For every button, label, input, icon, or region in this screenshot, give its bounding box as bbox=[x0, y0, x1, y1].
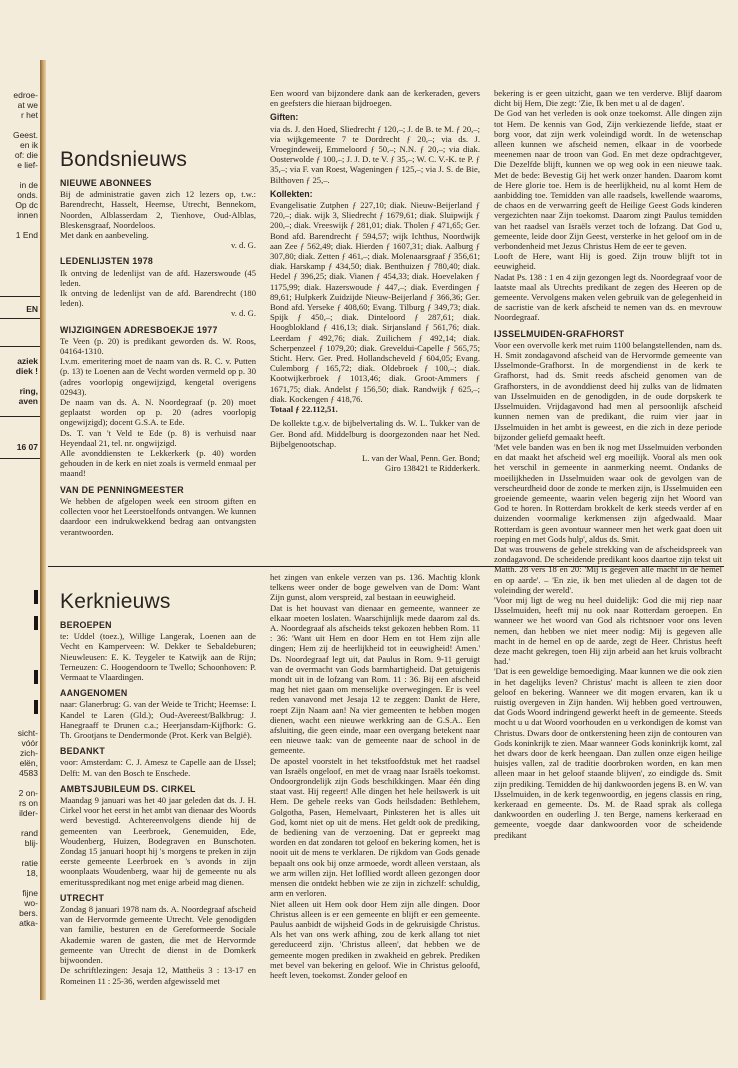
strip-line: diek ! bbox=[15, 366, 38, 376]
gifts-closing: De kollekte t.g.v. de bijbelvertaling ds. W. L. Tukker van de Ger. Bond afd. Middelburg is doorgezonden naar het Ned. Bijbelgenootschap. bbox=[270, 418, 480, 449]
strip-label-6-07: 16 07 bbox=[16, 442, 38, 452]
strip-line: blij- bbox=[24, 838, 38, 848]
section-heading: AMBTSJUBILEUM DS. CIRKEL bbox=[60, 783, 196, 794]
strip-black-mark bbox=[34, 670, 38, 684]
strip-line: zich- bbox=[20, 748, 38, 758]
treasurer-giro: Giro 138421 te Ridderkerk. bbox=[385, 463, 480, 474]
strip-rule bbox=[0, 458, 40, 459]
section-heading: LEDENLIJSTEN 1978 bbox=[60, 256, 154, 267]
paragraph: Looft de Here, want Hij is goed. Zijn trouw blijft tot in eeuwigheid. bbox=[494, 251, 722, 272]
section-divider bbox=[48, 566, 724, 567]
strip-black-mark bbox=[34, 616, 38, 630]
paragraph: 'Voor mij ligt de weg nu heel duidelijk: God die mij riep naar IJsselmuiden, heeft mij nu ook naar Rotterdam geroepen. En wanneer we het woord van God als richtsnoer voor ons leven nemen, dan hebben we niet meer nodig: Mij is gegeven alle macht in de hemel en op de aarde, zegt de Heer. Christus heeft deze macht gekregen, toen Hij zijn arbeid aan het kruis volbracht had.' bbox=[494, 594, 722, 667]
section-signature: v. d. G. bbox=[231, 308, 256, 319]
paragraph: het zingen van enkele verzen van ps. 136. Machtig klonk telkens weer onder de boge gewelven van de Dom: Want Zijn gunst, alom verspreid, zal bestaan in eeuwigheid. bbox=[270, 572, 480, 603]
section-signature: v. d. G. bbox=[231, 240, 256, 251]
paragraph: 'Met vele banden was en ben ik nog met IJsselmuiden verbonden en dat maakt het afscheid wel erg moeilijk. Vooral als men ook het verschil in gemeente in aanmerking neemt. Ondanks de moeilijkheden in IJsselmuiden waar ook de gevolgen van de verscheurdheid door de zonde te merken zijn, is IJsselmuiden een groeiende gemeente, waarin velen begerig zijn het Woord van God te horen. In Rotterdam brokkelt de kerk steeds verder af en duizenden voormalige kerkmensen zijn afgedwaald. Maar Rotterdam is geen avontuur wanneer men het werk gaat doen uit roeping en met Gods hulp', aldus ds. Smit. bbox=[494, 441, 722, 544]
kerknieuws-column bbox=[60, 590, 256, 988]
strip-line: elën, bbox=[19, 758, 38, 768]
section-heading: NIEUWE ABONNEES bbox=[60, 178, 152, 188]
strip-line: innen bbox=[17, 210, 38, 220]
adjacent-page-strip bbox=[0, 60, 40, 1000]
strip-line: atka- bbox=[19, 918, 38, 928]
section-text: te: Uddel (toez.), Willige Langerak, Loenen aan de Vecht en Kamperveen: W. Dekker te Sebaldeburen; Nieuwleusen: E. K. Teygeler te Katwijk aan de Rijn; Terneuzen: C. Hoogendoorn te Twello; Schoonhoven: P. Vermaat te Vlaardingen. bbox=[60, 631, 256, 683]
paragraph: De apostel voorstelt in het tekstfoofdstuk met het raadsel van Israëls ongeloof, en met de vraag naar Israëls toekomst. Ondoorgrondelijk zijn Gods beschikkingen. Maar één ding staat vast. Hij regeert! Alle dingen het hele heilswerk is uit Hem. De gehele reeks van Gods heilsdaden: Bethlehem, Golgotha, Pasen, Hemelvaart, Pinksteren het is alles uit God, komt niet op uit de mens. Het geldt ook de prediking, de bediening van de verzoening. Dat er gepreekt mag worden en dat zondaren tot geloof en bekering komen, het is nooit uit de mens te verklaren. De rijkdom van Gods genade bepaalt ons ook bij onze armoede, wordt alleen verstaan, als we arm willen zijn. Het lofllied wordt alleen gezongen door mensen die ontdekt hebben wie ze zijn in zichzelf: schuldig, arm en verloren. bbox=[270, 755, 480, 899]
strip-line: ring, bbox=[19, 386, 38, 396]
bondsnieuws-column bbox=[60, 148, 256, 537]
section-heading: WIJZIGINGEN ADRESBOEKJE 1977 bbox=[60, 324, 218, 335]
strip-rule bbox=[0, 318, 40, 319]
strip-label-en: EN bbox=[26, 304, 38, 314]
strip-rule bbox=[0, 346, 40, 347]
paragraph: Nadat Ps. 138 : 1 en 4 zijn gezongen legt ds. Noordegraaf voor de laatste maal als Utrechts predikant de zegen des Heeren op de gemeente. Vervolgens maken velen gebruik van de gelegenheid in de sacristie van de kerk afscheid te nemen van ds. en mevrouw Noordegraaf. bbox=[494, 271, 722, 323]
strip-line: fijne bbox=[22, 888, 38, 898]
section-text: naar: Glanerbrug: G. van der Weide te Tricht; Heemse: I. Kandel te Laren (Gld.); Oud-Avereest/Balkbrug: J. Hanegraaff te Drunen c.a.; Heerjansdam-Kijfhork: G. Th. Grootjans te Dendermonde (Prot. Kerk van België). bbox=[60, 699, 256, 741]
paragraph: 'Dat is een geweldige bemoediging. Maar kunnen we die ook zien in het dagelijks leven? Christus' macht is alleen te zien door geloof en bekering. Wanneer we dit mogen ervaren, kan ik u ruistig overgeven in Zijn handen. Wij hebben goed vertrouwen, dat Gods Woord indringend gewerkt heeft in de gemeente. Steeds mocht u u dat Woord voorhouden en u verkondigen de komst van Christus. Dwars door de ontkerstening heen zijn de contouren van Gods koninkrijk te zien. Maar wanneer Gods koninkrijk komt, zal het dwars door de kerk heengaan. Dan zullen onze eigen heilige huisjes vallen, zal de traditie doorbroken worden, en kan men alleen maar in het geloof staande blijven', zo eindigde ds. Smit zijn prediking. Temidden de hij dankwoorden jegens B. en W. van IJsselmuiden, in de kerk tegenwoordig, en jegens classis en ring, kerkeraad en gemeente. Ds. M. de Raad sprak als collega dankwoorden en ouderling J. ten Berge, namens kerkeraad en gemeente, voegde daar dankwoorden voor de scheidende predikant bbox=[494, 666, 722, 840]
ijsselmuiden-article bbox=[494, 340, 722, 840]
treasurer-signature: L. van der Waal, Penn. Ger. Bond; bbox=[361, 452, 480, 463]
strip-line: onds. bbox=[17, 190, 38, 200]
paragraph: Dat is het houvast van dienaar en gemeente, wanneer ze elkaar moeten loslaten. Waarschijnlijk mede daarom zal ds. A. Noordegraaf als afscheids tekst gekozen hebben Rom. 11 : 36: 'Want uit Hem en door Hem en tot Hem zijn alle dingen; Hem zij de heerlijkheid tot in eeuwigheid! Amen.' Ds. Noordegraaf legt uit, dat Paulus in Rom. 9-11 geruigt van de overmacht van Gods barmhartigheid. Dat getuigenis mondt uit in de lofzang van Rom. 11 : 36. Bij een afscheid mag het niet gaan om menselijke overwegingen. Er is veel reden vanavond met Jesaja 12 te zeggen: Dankt de Here, roept Zijn Naam aan! Na vier gemeenten te hebben mogen dienen, wacht een nieuwe werkkring aan de G.S.A.. Een afsluiting, die geen einde, maar een overgang betekent naar een nieuwe taak: van de gemeente naar de school in de gemeente. bbox=[270, 602, 480, 756]
strip-line bbox=[16, 376, 38, 386]
section-text: Bij de administratie gaven zich 12 lezers op, t.w.: Barendrecht, Hasselt, Heemse, Utrecht, Bennekom, Noorden, Alblasserdam 2, Tienhove, Oud-Alblas, Bleskensgraaf, Noordeloos. Met dank en aanbeveling. bbox=[60, 189, 256, 241]
strip-black-mark bbox=[34, 700, 38, 714]
paragraph: Niet alleen uit Hem ook door Hem zijn alle dingen. Door Christus alleen is er een gemeente en blijft er een gemeente. Paulus aanbidt de wijsheid Gods in de gekruisigde Christus. Als het van ons werk afhing, zou de kerk allang tot niet gereduceerd zijn. 'Christus alleen', dat hebben we de gemeente mogen prediken in zwakheid en gebrek. Prediken met bevel van bekering en geloof. Wie in Christus geloofd, heeft leven, toekomst. Zonder geloof en bbox=[270, 898, 480, 980]
strip-line bbox=[18, 848, 38, 858]
gifts-column bbox=[270, 88, 480, 477]
strip-line: 18, bbox=[26, 868, 38, 878]
section-heading: VAN DE PENNINGMEESTER bbox=[60, 484, 184, 495]
section-heading: AANGENOMEN bbox=[60, 688, 128, 699]
kerknieuws-sections bbox=[60, 620, 256, 986]
strip-line bbox=[18, 878, 38, 888]
paragraph: Dat was trouwens de gehele strekking van de afscheidspreek van zondagavond. De scheidende predikant koos daartoe zijn tekst uit Matth. 28 vers 18 en 20: 'Mij is gegeven alle macht in de hemel en op aarde'. – 'En zie, ik ben met ulieden al de dagen tot de voleinding der wereld'. bbox=[494, 543, 722, 595]
kerknieuws-title: Kerknieuws bbox=[60, 590, 171, 613]
strip-line: vóór bbox=[21, 738, 38, 748]
strip-line: Geest. bbox=[12, 130, 38, 140]
section-heading: BEROEPEN bbox=[60, 620, 112, 630]
gifts-total: Totaal ƒ 22.112,51. bbox=[270, 404, 338, 415]
strip-mid-block bbox=[16, 356, 38, 406]
utrecht-sermon-text bbox=[270, 572, 480, 980]
strip-line: of: die bbox=[14, 150, 38, 160]
section-heading: BEDANKT bbox=[60, 746, 106, 757]
strip-line bbox=[13, 170, 38, 180]
strip-bottom-block bbox=[18, 728, 38, 928]
section-text: Zondag 8 januari 1978 nam ds. A. Noordegraaf afscheid van de Hervormde gemeente Utrecht. Vele genodigden van familie, besturen en de Gereformeerde Sociale Akademie waren de gasten, die met de Hervormde gemeente van Utrecht de dienst in de Domkerk bijwoonden. De schriftlezingen: Jesaja 12, Mattheüs 3 : 13-17 en Romeinen 11 : 25-36, werden afgewisseld met bbox=[60, 904, 256, 986]
strip-line: r het bbox=[20, 110, 38, 120]
strip-line: edroe- bbox=[13, 90, 38, 100]
strip-line: 2 on- bbox=[18, 788, 38, 798]
strip-line: 4583 bbox=[19, 768, 38, 778]
strip-line: aziek bbox=[17, 356, 38, 366]
right-column bbox=[494, 88, 722, 840]
utrecht-sermon-column bbox=[270, 572, 480, 980]
strip-rule bbox=[0, 416, 40, 417]
strip-line: Op dc bbox=[15, 200, 38, 210]
gifts-intro: Een woord van bijzondere dank aan de kerkeraden, gevers en geefsters die hieraan bijdroegen. bbox=[270, 88, 480, 109]
strip-line: in de bbox=[19, 180, 38, 190]
paragraph: De God van het verleden is ook onze toekomst. Alle dingen zijn tot Hem. De kennis van God, Zijn verkiezende liefde, staat er borg voor, dat zijn werk voleindigd wordt. In de wetenschap alleen kunnen we afscheid nemen, elkaar in de voorbede meenemen naar de troon van God. En met deze opdrachtgever, Die Dezelfde blijft, kunnen we op weg ook in een nieuwe taak. Met de bede: Bevestig Gij het werk onzer handen. Daarom komt de Here glorie toe. Hem is de heerlijkheid, nu al komt Hem de aanbidding toe. Temidden van alle raadsels, kwellende waaroms, de chaos en de verwarring geeft de Heilige Geest Gods kinderen vergezichten naar Zijn toekomst. Daarom zingt Paulus temidden van het raadsel van Israëls verzet toch de lofzang. Dat God u, gemeente, leide door Zijn Geest, versterke in het geloof om in de verbondenheid met Jezus Christus Hem de eer te geven. bbox=[494, 108, 722, 252]
paragraph: Voor een overvolle kerk met ruim 1100 belangstellenden, nam ds. H. Smit zondagavond afscheid van de Hervormde gemeente van IJsselmonde-Grafhorst. In de morgendienst in de kerk te Grafhorst, had ds. Smit reeds afscheid genomen van de Grafhorsters, in de avonddienst deed hij zulks van de lidmaten van IJsselmuiden en de genodigden, in de oude dorpskerk te IJsselmuiden. Vrijdagavond had men al persoonlijk afscheid kunnen nemen van de predikant, die ruim vier jaar in IJsselmuiden in het ambt is geweest, en die zich in deze periode bijzonder geliefd gemaakt heeft. bbox=[494, 339, 722, 442]
strip-top-block bbox=[13, 90, 38, 240]
strip-line: 1 End bbox=[15, 230, 38, 240]
strip-line bbox=[13, 120, 38, 130]
section-heading: UTRECHT bbox=[60, 892, 105, 903]
strip-rule bbox=[0, 296, 40, 297]
strip-line: e lief- bbox=[17, 160, 38, 170]
strip-line: at we bbox=[17, 100, 38, 110]
strip-line bbox=[13, 220, 38, 230]
strip-line: wo- bbox=[24, 898, 38, 908]
section-text: Ik ontving de ledenlijst van de afd. Hazerswoude (45 leden. Ik ontving de ledenlijst van de afd. Barendrecht (180 leden). bbox=[60, 267, 256, 309]
strip-line: aven bbox=[18, 396, 38, 406]
paragraph: bekering is er geen uitzicht, gaan we ten verderve. Blijf daarom dicht bij Hem, Die zegt: 'Zie, Ik ben met u al de dagen'. bbox=[494, 88, 722, 109]
strip-line: rs on bbox=[19, 798, 38, 808]
strip-line bbox=[18, 778, 38, 788]
strip-line bbox=[18, 818, 38, 828]
section-text: Maandag 9 januari was het 40 jaar geleden dat ds. J. H. Cirkel voor het eerst in het ambt van dienaar des Woords werd bevestigd. Achtereenvolgens diende hij de gemeenten van Leerbroek, Genemuiden, Ede, Woudenberg, Huizen, Bodegraven en Bunschoten. Zondag 15 januari hoopt hij 's morgens te preken in zijn eerste gemeente Leerbroek en 's avonds in zijn woonplaats Woudenberg, waar hij de gemeente nu als emeritusspredikant nog met enige arbeid mag dienen. bbox=[60, 795, 256, 887]
strip-line: en ik bbox=[20, 140, 38, 150]
page-fold-edge bbox=[40, 60, 46, 1000]
bondsnieuws-sections bbox=[60, 178, 256, 537]
bondsnieuws-title: Bondsnieuws bbox=[60, 148, 188, 171]
giften-text: via ds. J. den Hoed, Sliedrecht ƒ 120,–; J. de B. te M. ƒ 20,–; via wijkgemeente 7 te Dordrecht ƒ 20,–; via ds. J. Vroegindeweij, Emmeloord ƒ 50,–; N.N. ƒ 20,–; via diak. Oosterwolde ƒ 100,–; J. J. D. te V. ƒ 35,–; W. C. V.-K. te P. ƒ 35,–; via F. van Roest, Wageningen ƒ 125,–; via J. S. de Bie, Bilthoven ƒ 25,–. bbox=[270, 123, 480, 185]
section-text: voor: Amsterdam: C. J. Amesz te Capelle aan de IJssel; Delft: M. van den Bosch te Enschede. bbox=[60, 757, 256, 778]
section-text: We hebben de afgelopen week een stroom giften en collecten voor het Leerstoelfonds ontvangen. We kunnen daardoor een indrukwekkend bedrag aan ontvangsten verantwoorden. bbox=[60, 495, 256, 537]
strip-line: bers. bbox=[19, 908, 38, 918]
kollekten-text: Evangelisatie Zutphen ƒ 227,10; diak. Nieuw-Beijerland ƒ 720,–; diak. wijk 3, Sliedrecht ƒ 1679,61; diak. Sluipwijk ƒ 200,–; diak. Vreeswijk ƒ 281,01; diak. Tholen ƒ 471,65; Ger. Bond afd. Barendrecht ƒ 594,57; wijk Ichthus, Noordwijk aan Zee ƒ 562,49; diak. Hierden ƒ 1607,31; diak. Aalburg ƒ 307,80; diak. Zetten ƒ 461,–; diak. Molenaarsgraaf ƒ 356,61; diak. Harskamp ƒ 434,50; diak. Benthuizen ƒ 780,40; diak. Hedel ƒ 396,25; diak. Vianen ƒ 454,33; diak. Hoevelaken ƒ 1175,99; diak. Hazerswoude ƒ 447,–; diak. Everdingen ƒ 89,61; Hulpkerk Zuidzijde Nieuw-Beijerland ƒ 366,36; Ger. Bond afd. Yerseke ƒ 408,60; Evang. Tilburg ƒ 349,73; diak. Spijk ƒ 450,–; diak. Dinteloord ƒ 287,61; diak. Hoogblokland ƒ 416,13; diak. Sirjansland ƒ 561,76; diak. Leerdam ƒ 492,76; diak. Zuilichem ƒ 492,14; diak. Scherpenzeel ƒ 1079,20; diak. Greveldui-Capelle ƒ 565,75; Sticht. Herv. Ger. Pred. Hollandscheveld ƒ 604,05; Evang. Culemborg ƒ 165,72; diak. Oldebroek ƒ 100,–; diak. Kootwijkerbroek ƒ 1013,46; diak. Groot-Ammers ƒ 1671,75; diak. Andelst ƒ 156,50; diak. Randwijk ƒ 625,–; diak. Kockengen ƒ 418,76. bbox=[270, 200, 480, 404]
strip-line: rand bbox=[20, 828, 38, 838]
strip-line: ratie bbox=[21, 858, 38, 868]
section-text: Te Veen (p. 20) is predikant geworden ds. W. Roos, 04164-1310. I.v.m. emeritering moet de naam van ds. R. C. v. Putten (p. 13) te Loenen aan de Vecht worden vermeld op p. 30 (adres voorlopig ongewijzigd, kengetal overigens 02943). De naam van ds. A. N. Noordegraaf (p. 20) moet geplaatst worden op p. 20 (adres voorlopig ongewijzigd); docent G.S.A. te Ede. Ds. T. van 't Veld te Ede (p. 8) is verhuisd naar Heyendaal 21, tel. nr. ongwijzigd. Alle avonddiensten te Lekkerkerk (p. 40) worden gehouden in de kerk en niet zoals is vermeld enmaal per maand! bbox=[60, 335, 256, 479]
strip-line: sicht- bbox=[17, 728, 38, 738]
strip-black-mark bbox=[34, 590, 38, 604]
giften-heading: Giften: bbox=[270, 112, 299, 123]
ijsselmuiden-heading: IJSSELMUIDEN-GRAFHORST bbox=[494, 328, 625, 339]
kollekten-heading: Kollekten: bbox=[270, 188, 313, 199]
utrecht-continuation bbox=[494, 88, 722, 323]
strip-line: ilder- bbox=[19, 808, 38, 818]
